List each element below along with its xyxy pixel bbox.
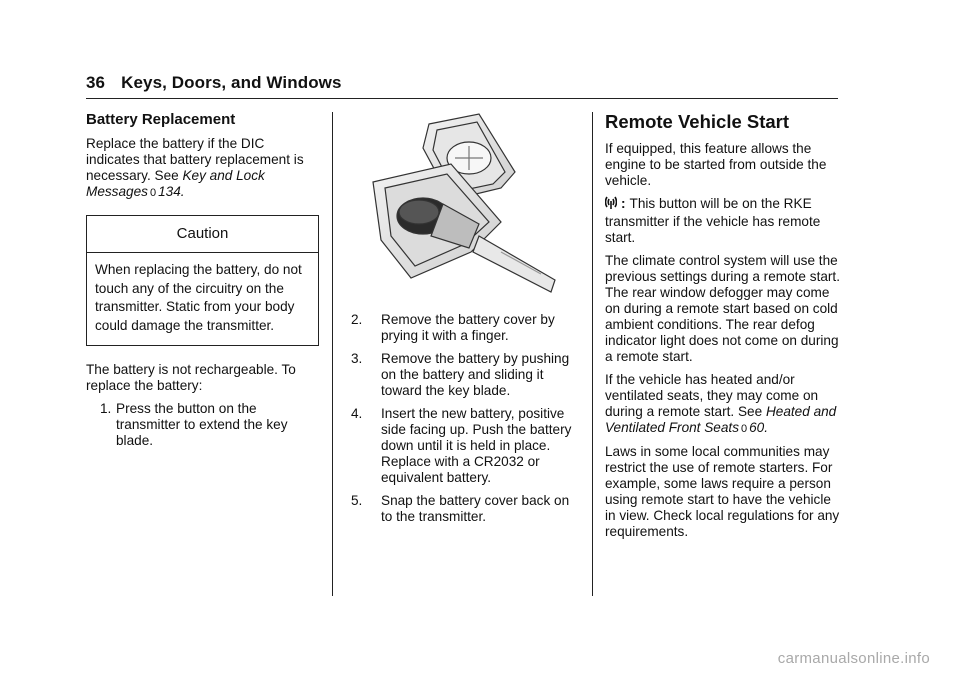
list-item bbox=[351, 493, 581, 525]
list-item bbox=[351, 312, 581, 344]
remote-start-button-description bbox=[605, 196, 841, 246]
step-number: 1. bbox=[100, 401, 112, 416]
remote-start-icon bbox=[605, 196, 617, 214]
list-item bbox=[86, 401, 320, 449]
column-divider-2 bbox=[592, 112, 593, 596]
column-divider-1 bbox=[332, 112, 333, 596]
step-text: Remove the battery cover by prying it with a finger. bbox=[381, 312, 555, 343]
battery-intro-end: . bbox=[180, 184, 185, 199]
page-reference-number[interactable]: 60 bbox=[749, 420, 765, 435]
key-fob-battery-illustration bbox=[351, 112, 581, 302]
heated-seats-end: . bbox=[764, 420, 769, 435]
chapter-title: Keys, Doors, and Windows bbox=[121, 73, 342, 92]
list-item bbox=[351, 406, 581, 486]
key-lock-messages-link[interactable]: Key and Lock Messages bbox=[86, 168, 265, 199]
step-number: 4. bbox=[351, 406, 363, 421]
step-text: Press the button on the transmitter to extend the key blade. bbox=[116, 401, 288, 448]
list-item bbox=[351, 351, 581, 399]
step-text: Remove the battery by pushing on the battery and sliding it toward the key blade. bbox=[381, 351, 570, 398]
caution-body: When replacing the battery, do not touch any of the circuitry on the transmitter. Static from your body could damage the transmitter. bbox=[95, 262, 302, 333]
heated-seats-text bbox=[605, 372, 841, 437]
key-blade-shape bbox=[473, 236, 555, 292]
header-rule bbox=[86, 98, 838, 99]
watermark: carmanualsonline.info bbox=[777, 650, 930, 667]
battery-intro bbox=[86, 136, 320, 201]
caution-box bbox=[86, 215, 319, 346]
page-number: 36 bbox=[86, 73, 106, 92]
step-text: Insert the new battery, positive side facing up. Push the battery down until it is held in place. Replace with a CR2032 or equivalent battery. bbox=[381, 406, 572, 485]
local-laws-text: Laws in some local communities may restrict the use of remote starters. For example, some laws require a person using remote start to have the vehicle in view. Check local regulations for any requirements. bbox=[605, 444, 840, 539]
step-number: 3. bbox=[351, 351, 363, 366]
remote-start-colon: : bbox=[621, 196, 626, 211]
page-reference-number[interactable]: 134 bbox=[158, 184, 181, 199]
climate-control-text: The climate control system will use the previous settings during a remote start. The rear window defogger may come on during a remote start based on cold ambient conditions. The rear defog indicator light does not come on during a remote start. bbox=[605, 253, 840, 364]
page-header bbox=[86, 73, 838, 93]
step-number: 5. bbox=[351, 493, 363, 508]
battery-steps-list-2 bbox=[351, 312, 581, 525]
heated-ventilated-seats-link[interactable]: Heated and Ventilated Front Seats bbox=[605, 404, 837, 435]
battery-intro-text: Replace the battery if the DIC indicates that battery replacement is necessary. See bbox=[86, 136, 304, 183]
remote-start-intro: If equipped, this feature allows the engine to be started from outside the vehicle. bbox=[605, 141, 827, 188]
column-1 bbox=[86, 111, 320, 456]
page-reference-icon: 0 bbox=[149, 187, 157, 199]
heated-seats-body: If the vehicle has heated and/or ventilated seats, they may come on during a remote start. See bbox=[605, 372, 819, 419]
battery-steps-list-1 bbox=[86, 401, 320, 449]
battery-replacement-heading: Battery Replacement bbox=[86, 111, 236, 128]
page-reference-icon: 0 bbox=[741, 423, 748, 435]
step-number: 2. bbox=[351, 312, 363, 327]
step-text: Snap the battery cover back on to the transmitter. bbox=[381, 493, 570, 524]
caution-title: Caution bbox=[87, 216, 318, 253]
column-2 bbox=[351, 112, 581, 532]
not-rechargeable-text: The battery is not rechargeable. To replace the battery: bbox=[86, 362, 296, 393]
remote-start-button-text: This button will be on the RKE transmitter if the vehicle has remote start. bbox=[605, 196, 821, 245]
remote-vehicle-start-heading: Remote Vehicle Start bbox=[605, 111, 790, 132]
column-3 bbox=[605, 111, 841, 547]
